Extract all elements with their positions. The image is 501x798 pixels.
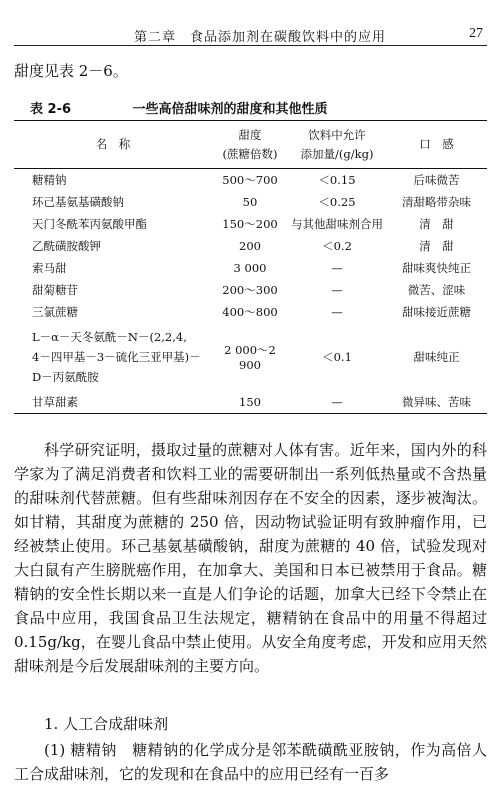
running-header (14, 25, 487, 46)
multiline-name: L－α－天冬氨酰－N－(2,2,4, 4－四甲基－3－硫化三亚甲基)－ D－丙氨酰胺 (32, 330, 201, 384)
table-number: 表 2-6 (30, 102, 72, 117)
table-row: 糖精钠 500～700 ＜0.15 后味微苦 (32, 173, 460, 187)
header-dosage: 饮料中允许 添加量/(g/kg) (288, 121, 386, 169)
table-row: 索马甜 3 000 — 甜味爽快纯正 (32, 261, 471, 275)
section-heading: 1. 人工合成甜味剂 (44, 715, 169, 733)
table-row: L－α－天冬氨酰－N－(2,2,4, 4－四甲基－3－硫化三亚甲基)－ D－丙氨酰胺 2 000～2 900 ＜0.1 甜味纯正 (14, 323, 487, 391)
page-number: 27 (469, 26, 483, 41)
table-row: 乙酰磺胺酸钾 200 ＜0.2 清 甜 (32, 239, 454, 253)
table-row: 甜菊糖苷 200～300 — 微苦、涩味 (32, 283, 466, 297)
lead-line: 甜度见表 2－6。 (14, 62, 128, 80)
table-header-row (14, 121, 487, 169)
body-paragraph-1: 科学研究证明，摄取过量的蔗糖对人体有害。近年来，国内外的科学家为了满足消费者和饮料工业的需要研制出一系列低热量或不含热量的甜味剂代替蔗糖。但有些甜味剂因存在不安全的因素，逐步被淘汰。如甘精，其甜度为蔗糖的 250 倍，因动物试验证明有致肿瘤作用，已经被禁止使用。环己基氨基磺酸钠，甜度为蔗糖的 40 倍，试验发现对大白鼠有产生膀胱癌作用，在加拿大、美国和日本已被禁用于食品。糖精钠的安全性长期以来一直是人们争论的话题，加拿大已经下令禁止在食品中应用，我国食品卫生法规定，糖精钠在食品中的用量不得超过 0.15g/kg，在婴儿食品中禁止使用。从安全角度考虑，开发和应用天然甜味剂是今后发展甜味剂的主要方向。 (14, 441, 487, 675)
table-caption (30, 98, 328, 117)
header-taste: 口 感 (386, 121, 487, 169)
header-sweetness: 甜度 (蔗糖倍数) (212, 121, 288, 169)
table-row: 三氯蔗糖 400～800 — 甜味接近蔗糖 (32, 305, 471, 319)
chapter-title: 第二章 食品添加剂在碳酸饮料中的应用 (134, 30, 387, 45)
table-row: 天门冬酰苯丙氨酸甲酯 150～200 与其他甜味剂合用 清 甜 (32, 217, 454, 231)
body-paragraph-2: (1) 糖精钠 糖精钠的化学成分是邻苯酰磺酰亚胺钠，作为高倍人工合成甜味剂，它的发现和在食品中的应用已经有一百多 (14, 741, 487, 783)
sweetener-table (14, 120, 487, 414)
table-row: 甘草甜素 150 — 微异味、苦味 (14, 391, 487, 414)
header-name: 名 称 (14, 121, 212, 169)
table-title: 一些高倍甜味剂的甜度和其他性质 (132, 102, 328, 117)
table-row: 环己基氨基磺酸钠 50 ＜0.25 清甜略带杂味 (32, 195, 471, 209)
